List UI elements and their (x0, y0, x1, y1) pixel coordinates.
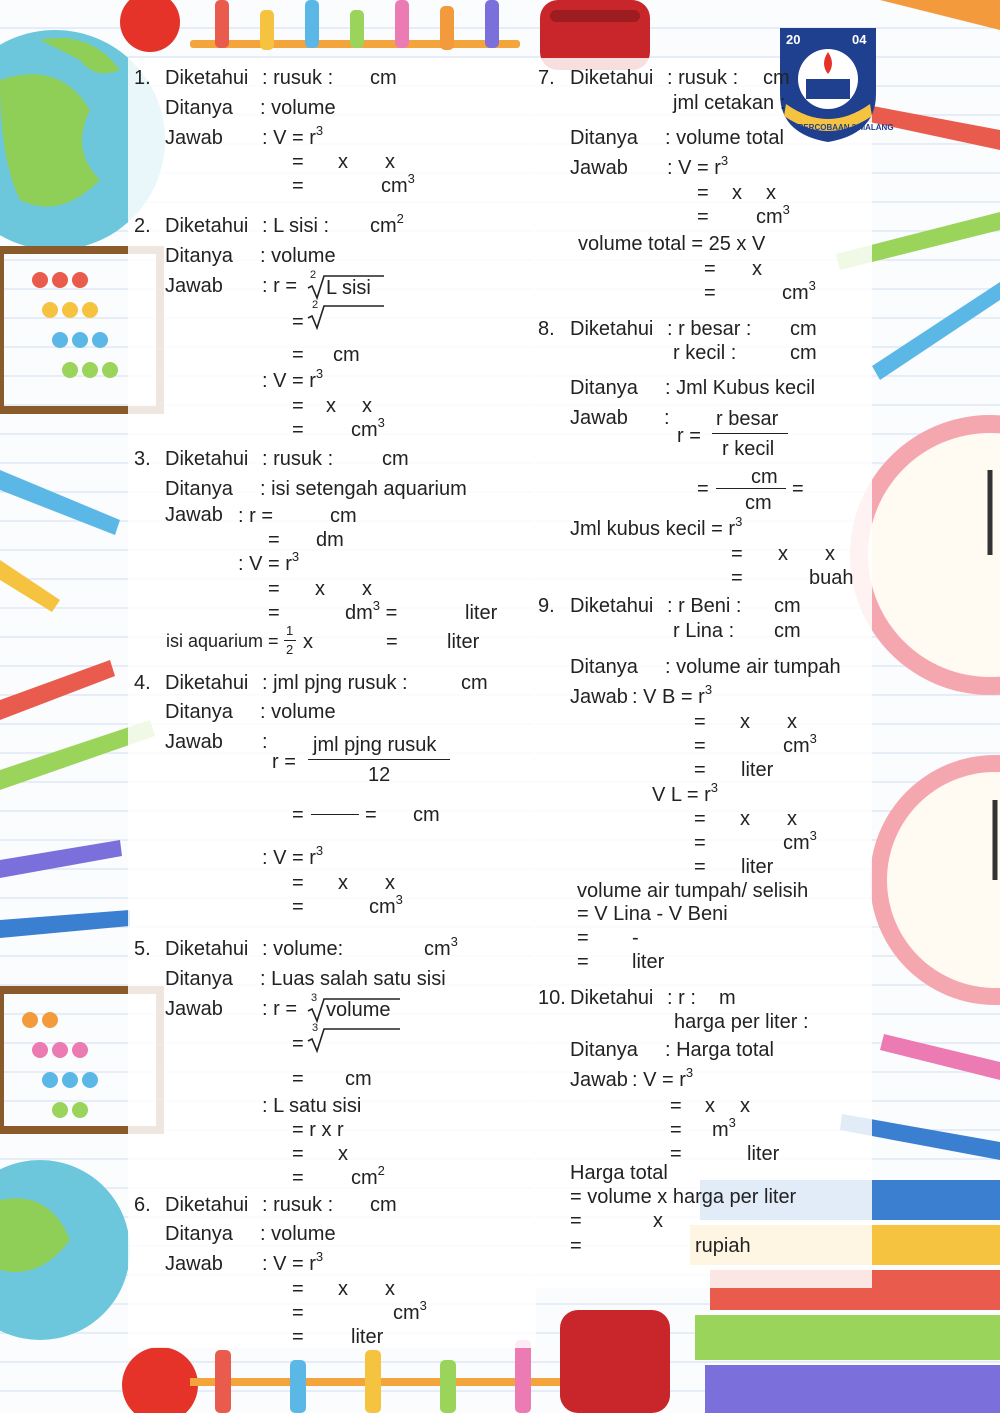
equals: = (268, 529, 280, 551)
equals: = (292, 395, 304, 417)
equals: = (694, 759, 706, 781)
minus: - (632, 927, 639, 949)
times: x (385, 872, 395, 894)
formula-r: r = (272, 751, 296, 773)
label-diketahui: Diketahui (165, 448, 249, 470)
formula-harga-total: = volume x harga per liter (570, 1186, 797, 1208)
formula-volume: : $V = r^3$ (262, 1249, 324, 1275)
times: x (740, 1095, 750, 1117)
root-index: 2 (312, 299, 319, 311)
root-index: 3 (312, 1022, 319, 1034)
unit-cm: cm (330, 505, 357, 527)
root-index: 3 (311, 992, 318, 1004)
problem-number: 8. (538, 318, 555, 340)
label-jawab: Jawab (165, 998, 223, 1020)
given-rusuk: : rusuk : (262, 67, 334, 89)
equals: = (292, 896, 304, 918)
unit-cm3: $cm^3$ (369, 892, 403, 918)
unit-cm2: $cm^2$ (351, 1163, 385, 1189)
asked-value: : volume (260, 1223, 336, 1245)
label-diketahui: Diketahui (165, 67, 249, 89)
given-harga-per-liter: harga per liter : (674, 1011, 809, 1033)
times: x (732, 182, 742, 204)
unit-cm: cm (774, 620, 801, 642)
formula-r: : r = (262, 275, 298, 297)
label-ditanya: Ditanya (165, 1223, 233, 1245)
formula-vb: : V $B = r^3$ (632, 682, 713, 708)
given-lsisi: : L sisi : (262, 215, 330, 237)
given-jml-rusuk: : jml pjng rusuk : (262, 672, 408, 694)
label-diketahui: Diketahui (165, 1194, 249, 1216)
label-diketahui: Diketahui (165, 215, 249, 237)
problem-number: 10. (538, 987, 566, 1009)
unit-cm: cm (370, 67, 397, 89)
given-r: : r : (667, 987, 696, 1009)
fraction-bar (308, 759, 450, 760)
equals: = (268, 602, 280, 624)
equals: = (292, 804, 304, 826)
equals: = (386, 631, 398, 653)
label-diketahui: Diketahui (165, 672, 249, 694)
problem-number: 4. (134, 672, 151, 694)
formula-selisih: = V Lina - V Beni (577, 903, 728, 925)
given-r-lina: r Lina : (673, 620, 735, 642)
volume-air-tumpah-label: volume air tumpah/ selisih (577, 880, 809, 902)
formula-volume: : $V = r^3$ (667, 153, 729, 179)
equals: = (670, 1095, 682, 1117)
equals: = (694, 808, 706, 830)
root-argument: volume (326, 999, 391, 1021)
given-rusuk: : rusuk : (262, 448, 334, 470)
unit-cm: cm (382, 448, 409, 470)
unit-cm3: $cm^3$ (783, 828, 817, 854)
equals: = (731, 567, 743, 589)
times: x (315, 578, 325, 600)
formula-l-satu-sisi: : L satu sisi (262, 1095, 362, 1117)
label-diketahui: Diketahui (570, 987, 654, 1009)
equals: = (694, 711, 706, 733)
unit-liter: liter (351, 1326, 384, 1348)
unit-cm3: $cm^3$ (381, 171, 415, 197)
colon: : (664, 407, 670, 429)
unit-cm: cm (345, 1068, 372, 1090)
times: x (385, 1278, 395, 1300)
equals: = (731, 543, 743, 565)
logo-ring-text: PERCOBAAN 2 MALANG (798, 123, 894, 132)
times: x (787, 711, 797, 733)
unit-cm3: $cm^3$ (782, 278, 816, 304)
equals: = (365, 804, 377, 826)
unit-cm: cm (751, 466, 778, 488)
asked-value: : Jml Kubus kecil (665, 377, 816, 399)
asked-value: : volume (260, 701, 336, 723)
problem-number: 7. (538, 67, 555, 89)
unit-liter: liter (741, 856, 774, 878)
school-logo (776, 24, 894, 144)
times: x (766, 182, 776, 204)
given-r-kecil: r kecil : (673, 342, 737, 364)
times: x (362, 578, 372, 600)
problem-number: 9. (538, 595, 555, 617)
label-ditanya: Ditanya (165, 245, 233, 267)
formula-volume: : $V = r^3$ (262, 123, 324, 149)
label-ditanya: Ditanya (570, 377, 638, 399)
equals: = (570, 1210, 582, 1232)
equals: = (697, 206, 709, 228)
unit-liter: liter (447, 631, 480, 653)
given-jml-cetakan: jml cetakan : (673, 92, 786, 114)
equals: = (670, 1119, 682, 1141)
formula-jml-kubus: Jml kubus kecil = $r^3$ (570, 514, 743, 540)
times: x (778, 543, 788, 565)
fraction-bar (716, 488, 786, 489)
equals: = (292, 344, 304, 366)
unit-buah: buah (809, 567, 854, 589)
equals: = (292, 872, 304, 894)
times: x (326, 395, 336, 417)
times: x (705, 1095, 715, 1117)
given-r-besar: : r besar : (667, 318, 752, 340)
unit-liter: liter (632, 951, 665, 973)
formula-volume: : $V = r^3$ (238, 549, 300, 575)
formula-volume-total: volume total = 25 x V (578, 233, 766, 255)
label-ditanya: Ditanya (165, 701, 233, 723)
equals: = (670, 1143, 682, 1165)
asked-value: : volume (260, 245, 336, 267)
isi-aquarium-label: isi aquarium = (166, 631, 279, 651)
equals: = (694, 856, 706, 878)
label-ditanya: Ditanya (570, 1039, 638, 1061)
times: x (338, 1278, 348, 1300)
unit-dm: dm (316, 529, 344, 551)
equals: = (292, 1033, 304, 1055)
label-ditanya: Ditanya (165, 968, 233, 990)
unit-cm: cm (413, 804, 440, 826)
unit-cm: cm (763, 67, 790, 89)
unit-rupiah: rupiah (695, 1235, 751, 1257)
problem-number: 6. (134, 1194, 151, 1216)
asked-value: : Harga total (665, 1039, 774, 1061)
unit-liter: liter (465, 602, 498, 624)
formula-volume: : $V = r^3$ (632, 1065, 694, 1091)
label-jawab: Jawab (165, 275, 223, 297)
equals: = (570, 1235, 582, 1257)
equals: = (268, 578, 280, 600)
times: x (362, 395, 372, 417)
equals: = (292, 1302, 304, 1324)
unit-cm: cm (790, 342, 817, 364)
unit-cm: cm (774, 595, 801, 617)
equals: = (292, 419, 304, 441)
problem-number: 1. (134, 67, 151, 89)
equals: = (694, 832, 706, 854)
label-jawab: Jawab (165, 504, 223, 526)
backpack-bottom-icon (560, 1310, 670, 1413)
times: x (385, 151, 395, 173)
unit-m3: $m^3$ (712, 1115, 736, 1141)
given-volume: : volume: (262, 938, 344, 960)
equals: = (292, 1068, 304, 1090)
formula-r-x-r: = r x r (292, 1119, 344, 1141)
root-argument: L sisi (326, 277, 371, 299)
unit-cm3: $cm^3$ (351, 415, 385, 441)
equals: = (792, 478, 804, 500)
unit-cm2: $cm^2$ (370, 211, 404, 237)
equals: = (292, 1143, 304, 1165)
fraction-bar (311, 814, 359, 815)
unit-dm3: $dm^3$ = (345, 598, 398, 624)
logo-year-left: 20 (786, 32, 801, 47)
logo-year-right: 04 (852, 32, 867, 47)
label-diketahui: Diketahui (570, 318, 654, 340)
equals: = (694, 735, 706, 757)
label-diketahui: Diketahui (570, 67, 654, 89)
times: x (338, 151, 348, 173)
times: x (338, 872, 348, 894)
fraction-numerator: 1 (286, 623, 294, 638)
given-r-beni: : r Beni : (667, 595, 742, 617)
equals: = (292, 1278, 304, 1300)
colon: : (262, 731, 268, 753)
equals: = (697, 182, 709, 204)
formula-vl: V $L = r^3$ (652, 780, 718, 806)
times: x (303, 631, 313, 653)
times: x (752, 258, 762, 280)
times: x (740, 808, 750, 830)
fraction-bar (284, 640, 296, 641)
root-index: 2 (310, 269, 317, 281)
equals: = (292, 1167, 304, 1189)
unit-cm3: $cm^3$ (756, 202, 790, 228)
unit-liter: liter (741, 759, 774, 781)
asked-value: : volume total (665, 127, 784, 149)
label-jawab: Jawab (570, 407, 628, 429)
label-diketahui: Diketahui (570, 595, 654, 617)
label-ditanya: Ditanya (165, 478, 233, 500)
fraction-bar (712, 433, 788, 434)
label-jawab: Jawab (570, 1069, 628, 1091)
equals: = (577, 951, 589, 973)
asked-value: : volume air tumpah (665, 656, 841, 678)
formula-r: : r = (262, 998, 298, 1020)
given-rusuk: : rusuk : (667, 67, 739, 89)
formula-volume: : $V = r^3$ (262, 843, 324, 869)
unit-cm3: $cm^3$ (424, 934, 458, 960)
equals: = (577, 927, 589, 949)
unit-cm3: $cm^3$ (393, 1298, 427, 1324)
unit-cm: cm (790, 318, 817, 340)
fraction-numerator: r besar (716, 408, 779, 430)
label-ditanya: Ditanya (570, 127, 638, 149)
unit-cm: cm (745, 492, 772, 514)
asked-value: : volume (260, 97, 336, 119)
equals: = (292, 151, 304, 173)
label-ditanya: Ditanya (165, 97, 233, 119)
label-jawab: Jawab (165, 731, 223, 753)
label-jawab: Jawab (570, 686, 628, 708)
square-root-icon (306, 304, 386, 330)
equals: = (704, 258, 716, 280)
asked-value: : Luas salah satu sisi (260, 968, 446, 990)
asked-value: : isi setengah aquarium (260, 478, 467, 500)
times: x (740, 711, 750, 733)
label-diketahui: Diketahui (165, 938, 249, 960)
label-jawab: Jawab (165, 1253, 223, 1275)
label-jawab: Jawab (165, 127, 223, 149)
fraction-denominator: 12 (368, 764, 391, 786)
unit-cm: cm (461, 672, 488, 694)
fraction-numerator: jml pjng rusuk (313, 734, 437, 756)
equals: = (292, 175, 304, 197)
times: x (338, 1143, 348, 1165)
formula-r: : r = (238, 505, 274, 527)
problem-number: 2. (134, 215, 151, 237)
fraction-denominator: 2 (286, 642, 294, 657)
label-ditanya: Ditanya (570, 656, 638, 678)
given-rusuk: : rusuk : (262, 1194, 334, 1216)
formula-r: r = (677, 425, 701, 447)
formula-volume: : $V = r^3$ (262, 366, 324, 392)
unit-m: m (719, 987, 736, 1009)
fraction-denominator: r kecil (722, 438, 775, 460)
times: x (787, 808, 797, 830)
label-jawab: Jawab (570, 157, 628, 179)
equals: = (292, 1326, 304, 1348)
unit-cm: cm (333, 344, 360, 366)
problem-number: 3. (134, 448, 151, 470)
harga-total-label: Harga total (570, 1162, 668, 1184)
times: x (825, 543, 835, 565)
unit-cm3: $cm^3$ (783, 731, 817, 757)
equals: = (704, 282, 716, 304)
equals: = (697, 478, 709, 500)
unit-cm: cm (370, 1194, 397, 1216)
cube-root-icon (306, 1027, 402, 1053)
problem-number: 5. (134, 938, 151, 960)
equals: = (292, 311, 304, 333)
times: x (653, 1210, 663, 1232)
unit-liter: liter (747, 1143, 780, 1165)
